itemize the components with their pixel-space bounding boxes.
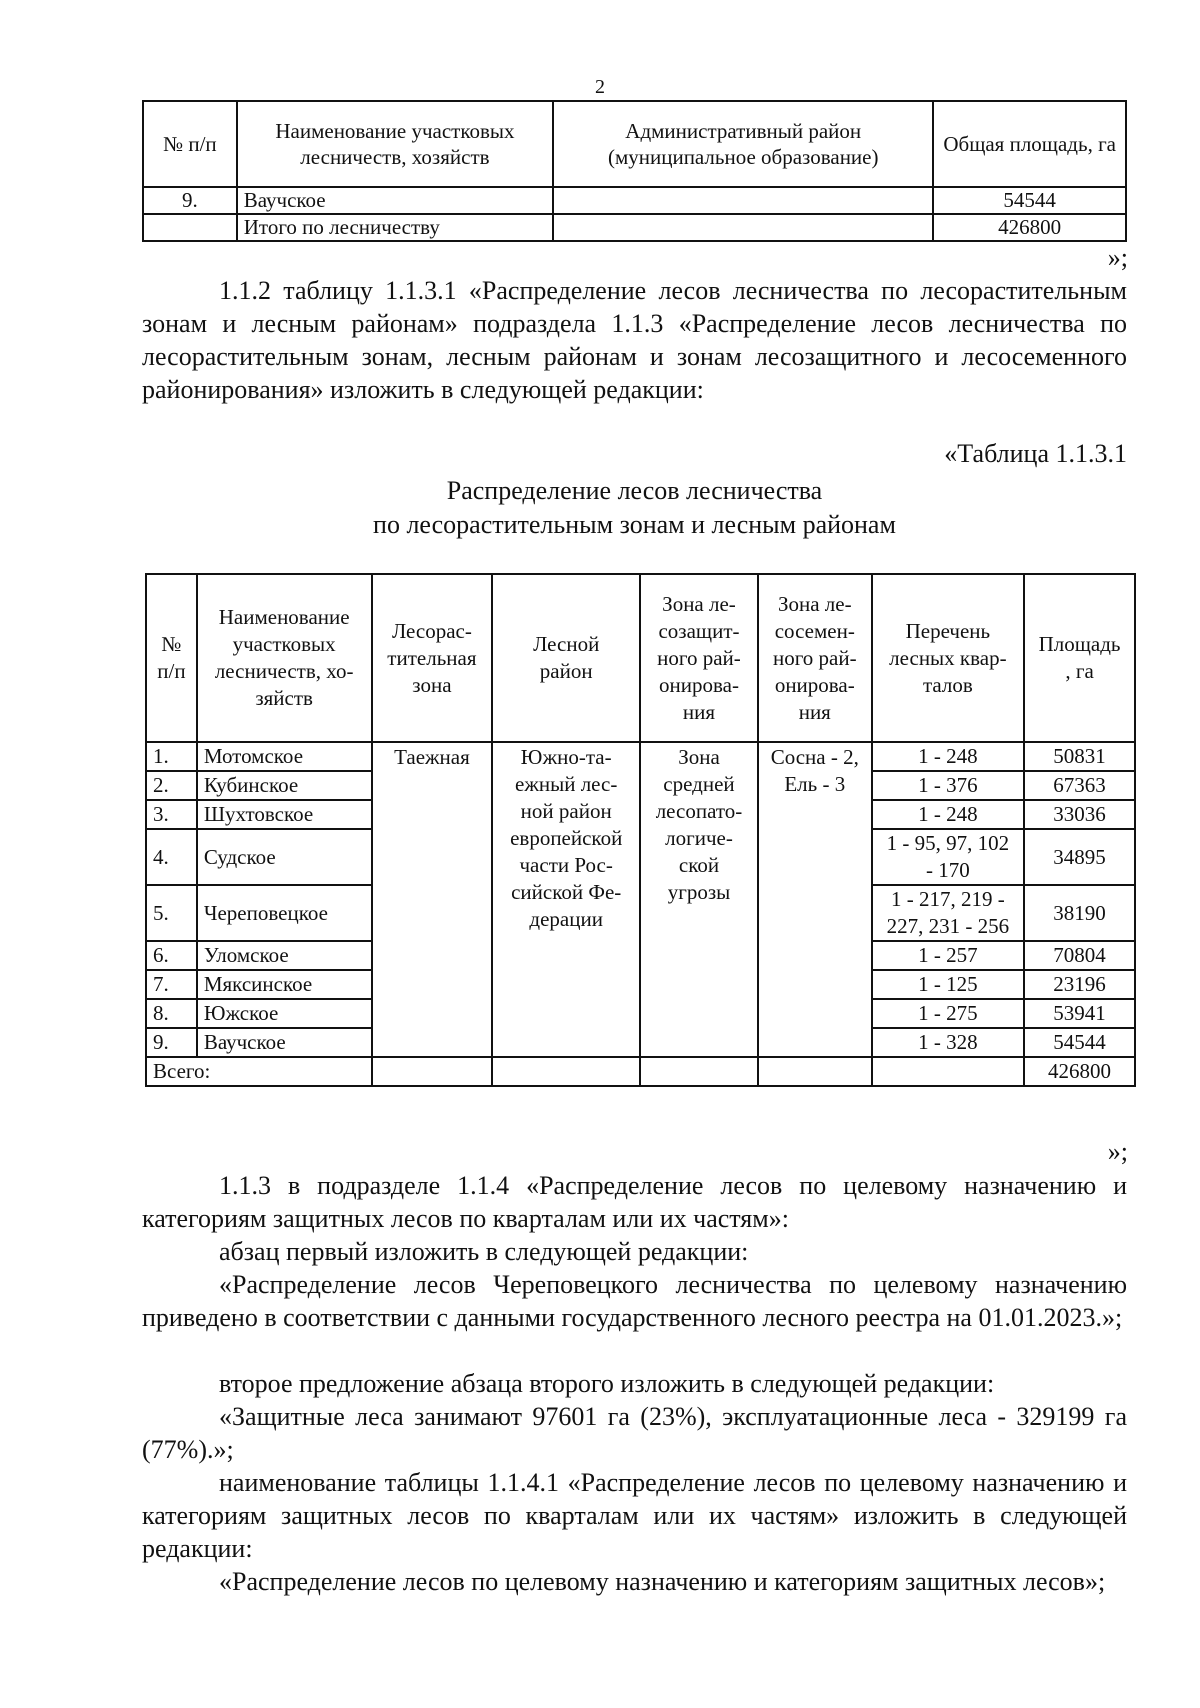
row-quarters (872, 941, 1024, 970)
row-number: 9. (146, 1028, 197, 1057)
total-empty-cell (372, 1057, 493, 1086)
merged-seed-zone (758, 742, 872, 1057)
cell-line: зяйств (255, 686, 313, 710)
header-total-area: Общая площадь, га (933, 101, 1126, 187)
quarters-line: 1 - 328 (918, 1030, 978, 1054)
table-title-line-1: Распределение лесов лесничества (446, 476, 823, 505)
row-number: 8. (146, 999, 197, 1028)
table-title-line-2: по лесорастительным зонам и лесным районам (373, 510, 896, 539)
closing-quote: »; (1107, 1137, 1128, 1166)
header-name (197, 574, 372, 742)
header-area (1024, 574, 1135, 742)
cell-line: , га (1065, 659, 1094, 683)
row-area: 53941 (1024, 999, 1135, 1028)
quarters-line: 1 - 248 (918, 744, 978, 768)
row-area: 70804 (1024, 941, 1135, 970)
table-label: «Таблица 1.1.3.1 (944, 439, 1127, 468)
cell-line: сийской Фе- (511, 880, 622, 904)
row-number: 3. (146, 800, 197, 829)
paragraph-first-abzac: абзац первый изложить в следующей редакции: (219, 1237, 749, 1266)
cell-line: Ель - 3 (784, 772, 846, 796)
cell-line: европейской (510, 826, 623, 850)
cell-line: дерации (529, 907, 603, 931)
row-number: 2. (146, 771, 197, 800)
table-row (143, 187, 1126, 214)
row-quarters (872, 771, 1024, 800)
cell-line: сосемен- (774, 618, 855, 643)
cell-line: тительная (387, 645, 477, 670)
row-area: 54544 (1024, 1028, 1135, 1057)
row-name: Итого по лесничеству (237, 214, 553, 241)
quarters-line: - 170 (926, 858, 970, 882)
cell-line: п/п (157, 659, 186, 683)
row-quarters (872, 742, 1024, 771)
row-number: 4. (146, 829, 197, 885)
row-area: 38190 (1024, 885, 1135, 941)
paragraph-1-1-2: 1.1.2 таблицу 1.1.3.1 «Распределение лесов лесничества по лесорастительным зонам и лесным районам» подраздела 1.1.3 «Распределение лесов лесничества по лесорастительным зонам, лесным районам и зонам лесозащитного и лесосеменного районирования» изложить в следующей редакции: (142, 276, 1127, 404)
cell-line: Площадь (1038, 632, 1121, 656)
row-area: 23196 (1024, 970, 1135, 999)
total-area: 426800 (1024, 1057, 1135, 1086)
cell-line: ния (798, 699, 831, 724)
total-empty-cell (492, 1057, 640, 1086)
table-row (146, 742, 1135, 771)
row-area: 426800 (933, 214, 1126, 241)
cell-line: Лесорас- (391, 618, 472, 643)
paragraph-new-table-name: «Распределение лесов по целевому назначению и категориям защитных лесов»; (219, 1567, 1106, 1596)
cell-line: онирова- (774, 672, 855, 697)
row-district (553, 214, 933, 241)
paragraph-distribution-quote: «Распределение лесов Череповецкого лесничества по целевому назначению приведено в соответствии с данными государственного лесного реестра на 01.01.2023.»; (142, 1270, 1127, 1332)
quarters-line: 1 - 95, 97, 102 (886, 831, 1010, 855)
cell-line: Сосна - 2, (770, 745, 859, 769)
row-quarters (872, 970, 1024, 999)
row-number (143, 214, 237, 241)
header-forest-district (492, 574, 640, 742)
closing-quote: »; (1107, 243, 1128, 272)
cell-line: угрозы (667, 880, 731, 904)
row-number: 5. (146, 885, 197, 941)
row-area: 34895 (1024, 829, 1135, 885)
cell-line: № (161, 632, 182, 656)
row-area: 67363 (1024, 771, 1135, 800)
total-label: Всего: (146, 1057, 372, 1086)
cell-line: средней (663, 772, 735, 796)
row-number: 9. (143, 187, 237, 214)
row-name: Мяксинское (197, 970, 372, 999)
header-district: Административный район (муниципальное образование) (553, 101, 933, 187)
page-number: 2 (595, 76, 605, 98)
quarters-line: 1 - 275 (918, 1001, 978, 1025)
row-district (553, 187, 933, 214)
forestry-area-table (142, 100, 1127, 242)
cell-line: ного рай- (657, 645, 741, 670)
cell-line: лесных квар- (889, 645, 1007, 670)
row-quarters (872, 999, 1024, 1028)
row-quarters (872, 1028, 1024, 1057)
cell-line: участковых (232, 632, 336, 656)
cell-line: созащит- (658, 618, 740, 643)
cell-line: ния (682, 699, 716, 724)
table-row-total (146, 1057, 1135, 1086)
cell-line: Перечень (905, 618, 991, 643)
header-seed-zone (758, 574, 872, 742)
row-area: 33036 (1024, 800, 1135, 829)
cell-line: Южно-та- (520, 745, 612, 769)
table-row-total (143, 214, 1126, 241)
quarters-line: 1 - 248 (918, 802, 978, 826)
cell-line: онирова- (659, 672, 739, 697)
cell-line: зона (412, 672, 452, 697)
cell-line: Зона (678, 745, 720, 769)
paragraph-1-1-3: 1.1.3 в подразделе 1.1.4 «Распределение лесов по целевому назначению и категориям защитных лесов по кварталам или их частям»: (142, 1171, 1127, 1233)
cell-line: ной район (520, 799, 612, 823)
paragraph-second-sentence: второе предложение абзаца второго изложить в следующей редакции: (219, 1369, 995, 1398)
cell-line: Лесной (533, 632, 600, 656)
total-empty-cell (640, 1057, 758, 1086)
table-header-row (146, 574, 1135, 742)
row-name: Мотомское (197, 742, 372, 771)
quarters-line: 1 - 257 (918, 943, 978, 967)
cell-line: ской (678, 853, 720, 877)
row-number: 7. (146, 970, 197, 999)
quarters-line: 1 - 125 (918, 972, 978, 996)
row-name: Судское (197, 829, 372, 885)
row-name: Шухтовское (197, 800, 372, 829)
row-name: Кубинское (197, 771, 372, 800)
total-empty-cell (872, 1057, 1024, 1086)
row-name: Ваучское (197, 1028, 372, 1057)
header-quarters (872, 574, 1024, 742)
header-number (146, 574, 197, 742)
row-name: Уломское (197, 941, 372, 970)
total-empty-cell (758, 1057, 872, 1086)
header-vegetation-zone (372, 574, 493, 742)
cell-line: лесничеств, хо- (214, 659, 354, 683)
header-number: № п/п (143, 101, 237, 187)
cell-line: части Рос- (519, 853, 613, 877)
cell-line: Зона ле- (777, 591, 852, 616)
paragraph-protective-forests: «Защитные леса занимают 97601 га (23%), эксплуатационные леса - 329199 га (77%).»; (142, 1402, 1127, 1464)
row-number: 6. (146, 941, 197, 970)
row-quarters (872, 800, 1024, 829)
cell-line: ежный лес- (515, 772, 618, 796)
row-number: 1. (146, 742, 197, 771)
cell-line: Наименование (218, 605, 350, 629)
row-quarters (872, 885, 1024, 941)
cell-line: Зона ле- (662, 591, 736, 616)
row-area: 54544 (933, 187, 1126, 214)
quarters-line: 1 - 376 (918, 773, 978, 797)
header-name: Наименование участковых лесничеств, хозяйств (237, 101, 553, 187)
paragraph-table-name: наименование таблицы 1.1.4.1 «Распределение лесов по целевому назначению и категориям защитных лесов по кварталам или их частям» изложить в следующей редакции: (142, 1468, 1127, 1563)
cell-line: лесопато- (655, 799, 743, 823)
row-name: Ваучское (237, 187, 553, 214)
cell-line: логиче- (665, 826, 733, 850)
row-area: 50831 (1024, 742, 1135, 771)
cell-line: талов (922, 672, 973, 697)
header-protection-zone (640, 574, 758, 742)
quarters-line: 1 - 217, 219 - (891, 887, 1005, 911)
cell-line: район (539, 659, 593, 683)
merged-protection-zone (640, 742, 758, 1057)
cell-line: ного рай- (772, 645, 857, 670)
merged-vegetation-zone: Таежная (372, 742, 493, 1057)
quarters-line: 227, 231 - 256 (886, 914, 1010, 938)
row-name: Южское (197, 999, 372, 1028)
row-name: Череповецкое (197, 885, 372, 941)
row-quarters (872, 829, 1024, 885)
forest-distribution-table (145, 573, 1136, 1087)
merged-forest-district (492, 742, 640, 1057)
